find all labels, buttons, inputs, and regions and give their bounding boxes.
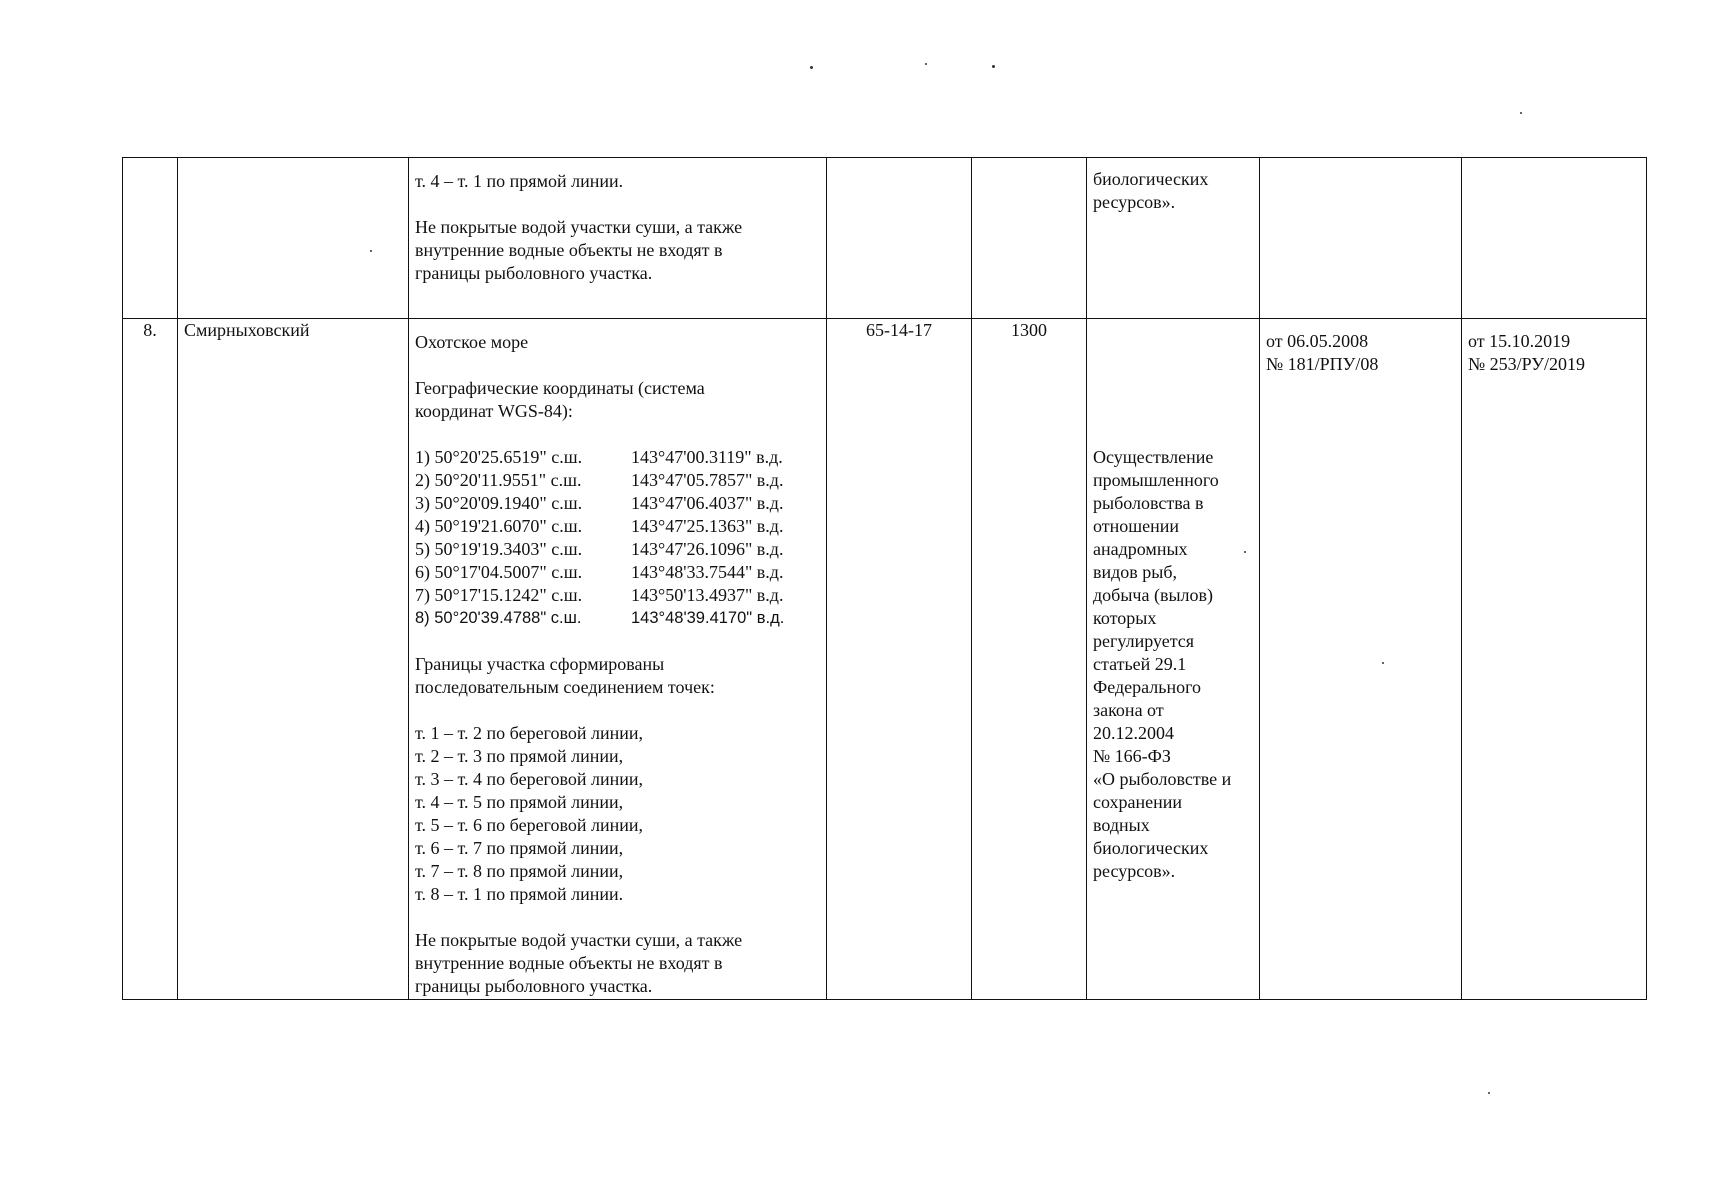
boundary-line: т. 7 – т. 8 по прямой линии, <box>415 861 624 881</box>
description-line: внутренние водные объекты не входят в <box>415 240 723 260</box>
sea-name: Охотское море <box>415 332 529 352</box>
purpose-line: ресурсов». <box>1093 192 1176 212</box>
purpose-line: биологических <box>1093 838 1209 858</box>
purpose-line: ресурсов». <box>1093 861 1176 881</box>
area-name: Смирныховский <box>178 319 409 1000</box>
boundary-line: т. 2 – т. 3 по прямой линии, <box>415 746 624 766</box>
boundary-line: т. 4 – т. 5 по прямой линии, <box>415 792 624 812</box>
table-row-smirnykhovsky <box>123 319 1647 1000</box>
cell-doc2 <box>1462 319 1647 1000</box>
coordinate-row <box>415 469 820 492</box>
purpose-line: рыболовства в <box>1093 493 1204 513</box>
spacer <box>415 630 820 653</box>
boundary-line: т. 3 – т. 4 по береговой линии, <box>415 769 644 789</box>
cell-purpose <box>1087 319 1260 1000</box>
coordinate-row <box>415 538 820 561</box>
doc2-number: № 253/РУ/2019 <box>1468 354 1585 374</box>
cell-code <box>827 158 972 319</box>
coordinate-row <box>415 561 820 584</box>
coord-lat: 4) 50°19'21.6070" с.ш. <box>415 516 583 536</box>
area-size: 1300 <box>972 319 1087 1000</box>
purpose-line: Осуществление <box>1093 447 1214 467</box>
cell-name <box>178 158 409 319</box>
purpose-line: сохранении <box>1093 792 1183 812</box>
doc1-number: № 181/РПУ/08 <box>1266 354 1379 374</box>
purpose-line: регулируется <box>1093 631 1195 651</box>
description-line: Не покрытые водой участки суши, а также <box>415 217 743 237</box>
fishing-areas-table <box>122 157 1647 1000</box>
spacer <box>415 354 820 377</box>
cell-description <box>409 319 827 1000</box>
cell-area <box>972 158 1087 319</box>
coord-lon: 143°47'06.4037" в.д. <box>631 493 784 513</box>
boundary-line: т. 5 – т. 6 по береговой линии, <box>415 815 644 835</box>
coord-lon: 143°48'33.7544" в.д. <box>631 562 784 582</box>
coordinate-row <box>415 607 820 630</box>
purpose-line: водных <box>1093 815 1150 835</box>
purpose-line: анадромных <box>1093 539 1188 559</box>
coord-lon: 143°50'13.4937" в.д. <box>631 585 784 605</box>
purpose-line: биологических <box>1093 169 1209 189</box>
coord-lat: 6) 50°17'04.5007" с.ш. <box>415 562 583 582</box>
note-line: границы рыболовного участка. <box>415 976 653 996</box>
note-line: Не покрытые водой участки суши, а также <box>415 930 743 950</box>
coord-header-line: координат WGS-84): <box>415 401 573 421</box>
scan-speck <box>925 63 927 65</box>
coordinate-row <box>415 492 820 515</box>
purpose-line: «О рыболовстве и <box>1093 769 1232 789</box>
cell-purpose <box>1087 158 1260 319</box>
boundary-line: т. 6 – т. 7 по прямой линии, <box>415 838 624 858</box>
purpose-line: 20.12.2004 <box>1093 723 1174 743</box>
coord-lat: 1) 50°20'25.6519" с.ш. <box>415 447 583 467</box>
doc2-date: от 15.10.2019 <box>1468 331 1571 351</box>
boundary-header-line: последовательным соединением точек: <box>415 677 715 697</box>
purpose-line: закона от <box>1093 700 1164 720</box>
doc1-date: от 06.05.2008 <box>1266 331 1369 351</box>
coordinate-row <box>415 446 820 469</box>
scan-speck <box>1244 551 1246 553</box>
coord-lon: 143°47'00.3119" в.д. <box>631 447 783 467</box>
note-line: внутренние водные объекты не входят в <box>415 953 723 973</box>
spacer <box>415 423 820 446</box>
coord-lon: 143°47'05.7857" в.д. <box>631 470 784 490</box>
coord-lat: 7) 50°17'15.1242" с.ш. <box>415 585 583 605</box>
coordinate-row <box>415 584 820 607</box>
cell-doc1 <box>1260 319 1462 1000</box>
table-row-previous <box>123 158 1647 319</box>
coord-lat: 5) 50°19'19.3403" с.ш. <box>415 539 583 559</box>
cell-doc2 <box>1462 158 1647 319</box>
coord-lat: 3) 50°20'09.1940" с.ш. <box>415 493 583 513</box>
purpose-line: № 166-ФЗ <box>1093 746 1171 766</box>
purpose-line: промышленного <box>1093 470 1219 490</box>
purpose-line: видов рыб, <box>1093 562 1178 582</box>
area-code: 65-14-17 <box>827 319 972 1000</box>
coord-header-line: Географические координаты (система <box>415 378 705 398</box>
boundary-line: т. 1 – т. 2 по береговой линии, <box>415 723 644 743</box>
spacer <box>415 699 820 722</box>
coord-lat: 2) 50°20'11.9551" с.ш. <box>415 470 582 490</box>
scan-speck <box>370 250 372 252</box>
scan-speck <box>810 66 813 69</box>
purpose-line: добыча (вылов) <box>1093 585 1214 605</box>
coord-lon: 143°48'39.4170" в.д. <box>631 609 785 627</box>
row-number: 8. <box>123 319 178 1000</box>
spacer <box>415 193 820 216</box>
cell-description <box>409 158 827 319</box>
purpose-line: которых <box>1093 608 1157 628</box>
spacer <box>415 906 820 929</box>
scan-speck <box>1520 112 1522 114</box>
coord-lon: 143°47'25.1363" в.д. <box>631 516 784 536</box>
coord-lon: 143°47'26.1096" в.д. <box>631 539 784 559</box>
cell-number <box>123 158 178 319</box>
purpose-line: статьей 29.1 <box>1093 654 1187 674</box>
scan-speck <box>1488 1092 1490 1094</box>
description-line: границы рыболовного участка. <box>415 263 653 283</box>
boundary-line: т. 8 – т. 1 по прямой линии. <box>415 884 624 904</box>
scan-speck <box>992 65 995 68</box>
description-line: т. 4 – т. 1 по прямой линии. <box>415 171 624 191</box>
coord-lat: 8) 50°20'39.4788" с.ш. <box>415 609 582 627</box>
purpose-line: отношении <box>1093 516 1180 536</box>
coordinate-row <box>415 515 820 538</box>
scan-speck <box>1382 662 1384 664</box>
boundary-header-line: Границы участка сформированы <box>415 654 665 674</box>
purpose-line: Федерального <box>1093 677 1202 697</box>
cell-doc1 <box>1260 158 1462 319</box>
